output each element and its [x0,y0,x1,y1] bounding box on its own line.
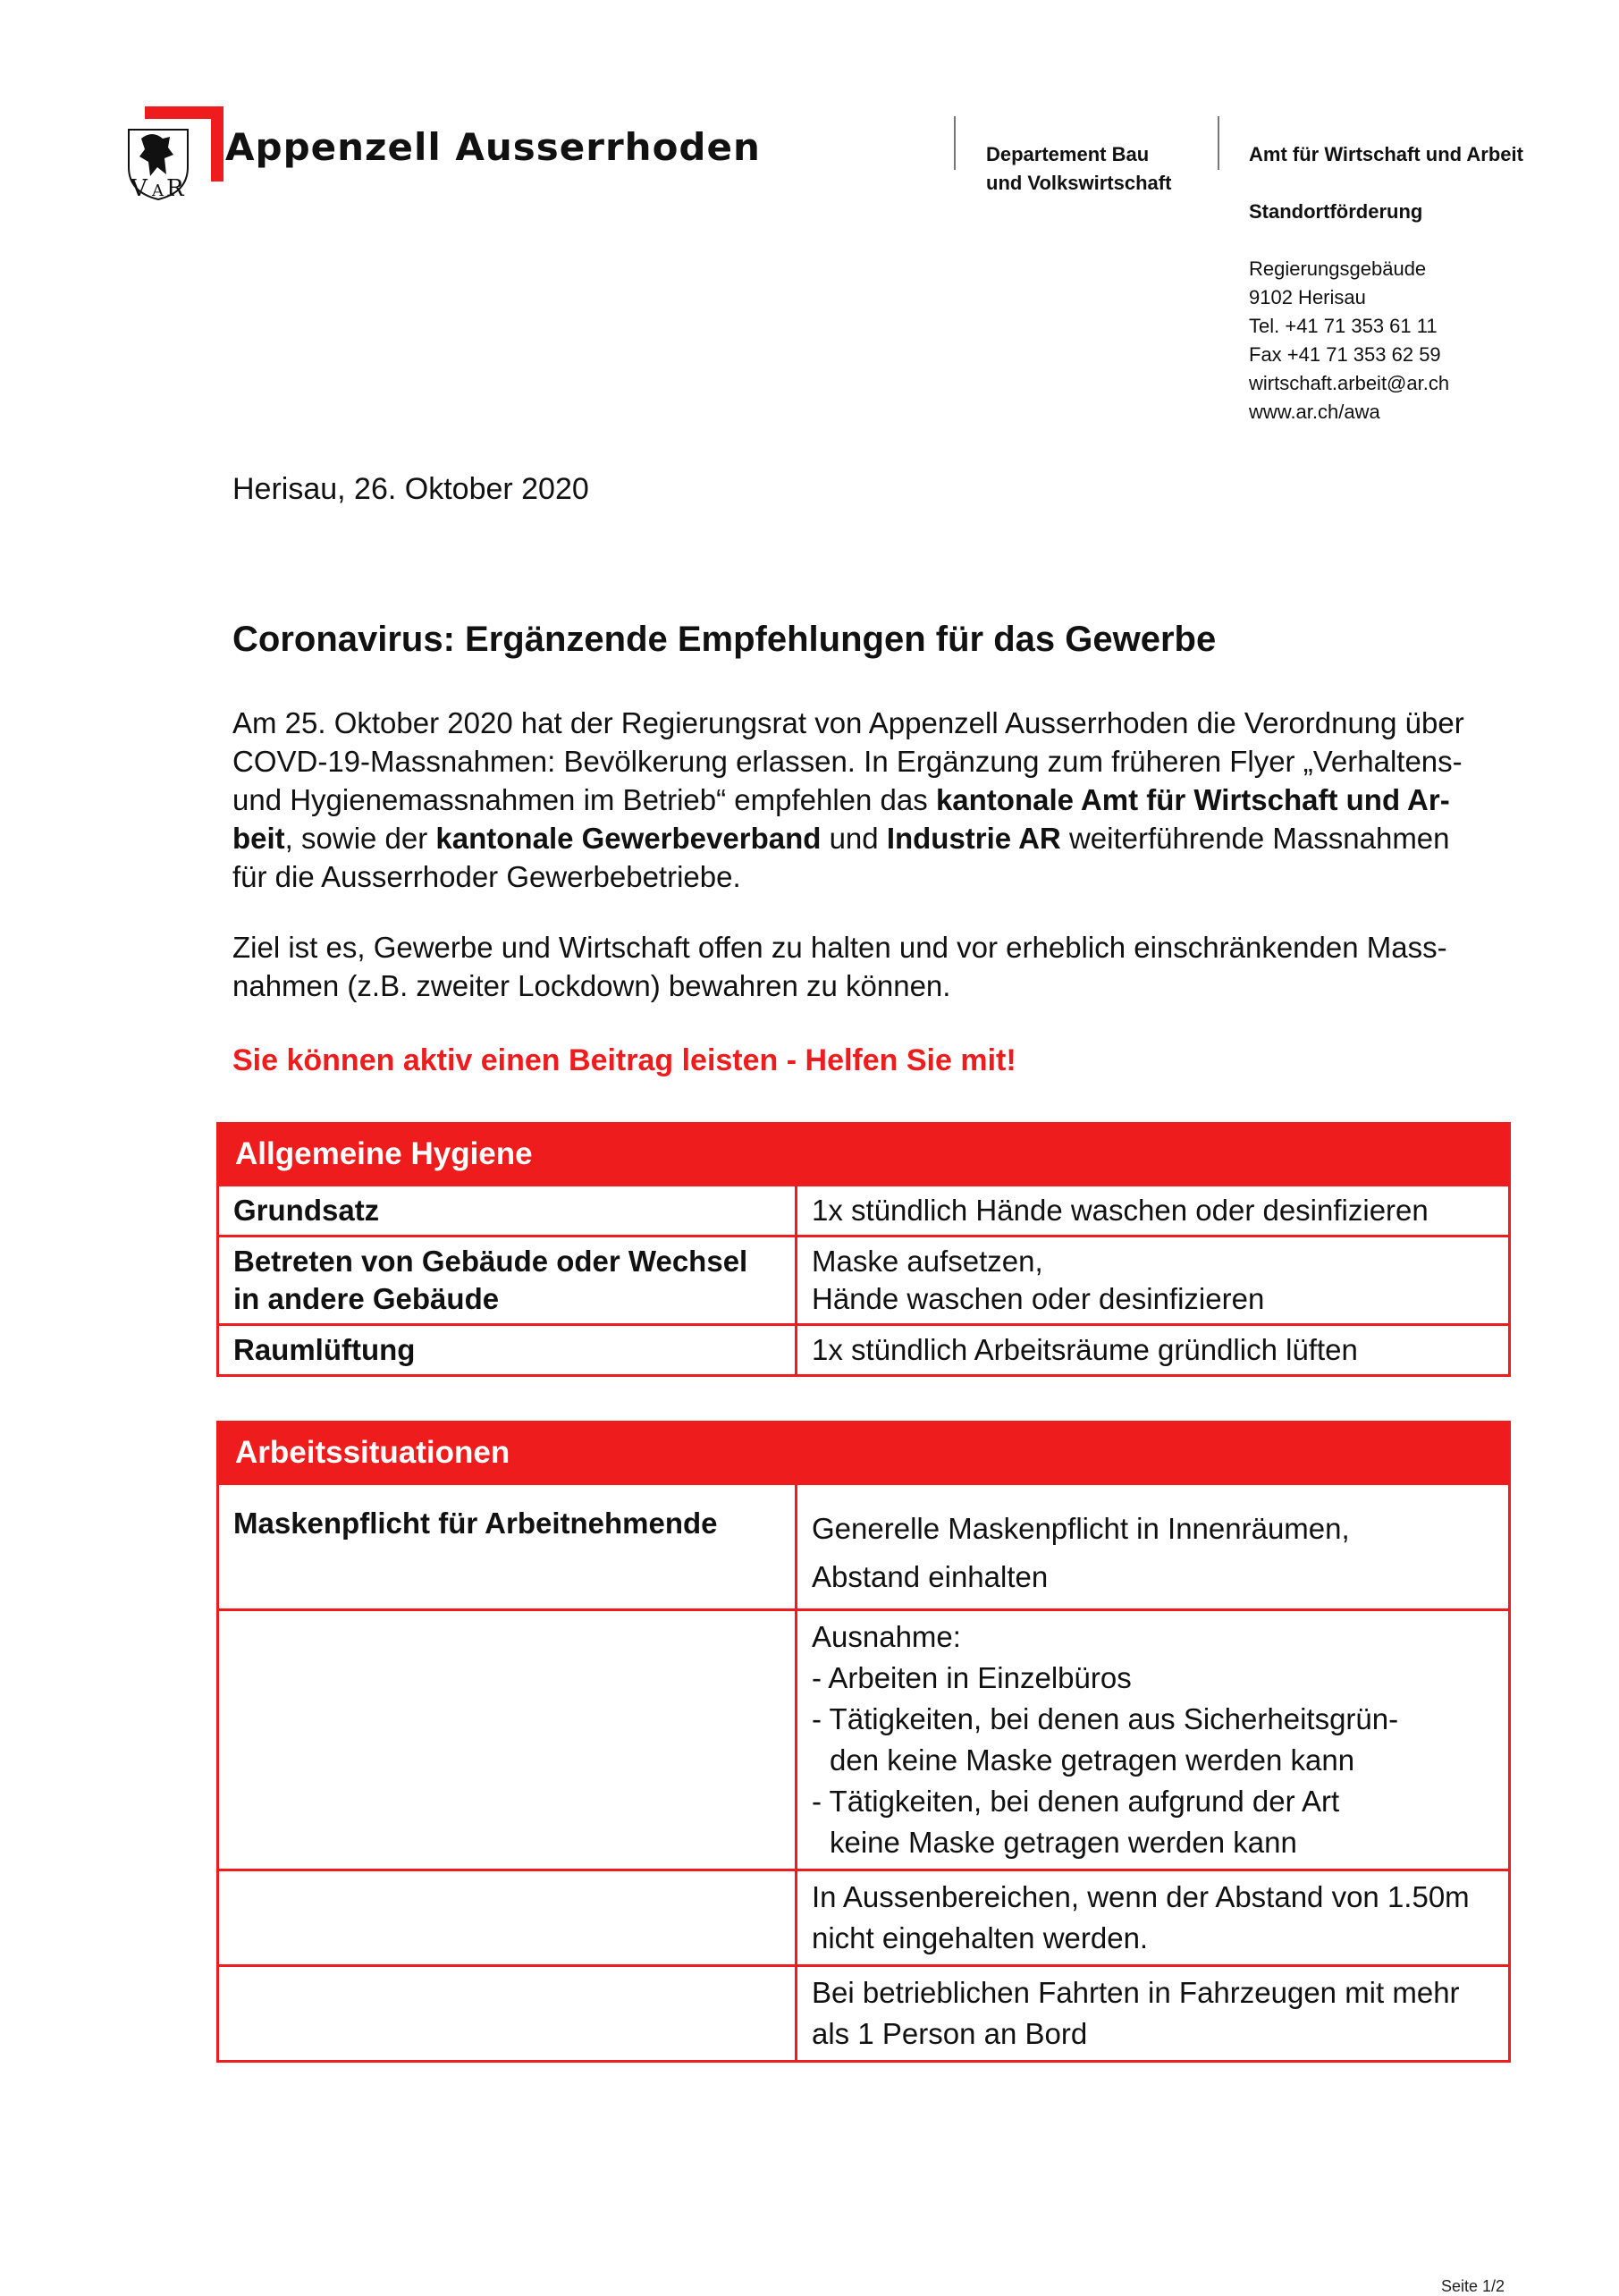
value-line: Generelle Maskenpflicht in Innenräumen, [812,1512,1350,1545]
intro-line: für die Ausserrhoder Gewerbebetriebe. [232,860,741,893]
row-key [218,1966,797,2062]
canton-coat-of-arms-logo [125,103,232,201]
goal-line: Ziel ist es, Gewerbe und Wirtschaft offen zu halten und vor erheblich einschränkenden Mass- [232,931,1447,964]
intro-text: und [821,822,887,855]
value-line: den keine Maske getragen werden kann [830,1743,1355,1777]
row-value [797,1237,1510,1325]
department-block [986,140,1171,198]
website-link[interactable]: www.ar.ch/awa [1249,401,1380,423]
logo-letter-a: A [152,181,164,200]
department-line: und Volkswirtschaft [986,172,1172,194]
row-key [218,1870,797,1966]
intro-bold-text: Industrie AR [886,822,1061,855]
table-row [218,1237,1510,1325]
goal-line: nahmen (z.B. zweiter Lockdown) bewahren zu können. [232,969,951,1002]
row-key: Grundsatz [218,1186,797,1237]
call-to-action: Sie können aktiv einen Beitrag leisten - Helfen Sie mit! [232,1043,1016,1077]
intro-paragraph [232,704,1475,896]
intro-text: , sowie der [284,822,436,855]
row-value [797,1610,1510,1870]
header-divider [1218,116,1219,170]
page-number: Seite 1/2 [1441,2277,1505,2295]
intro-text: weiterführende Massnahmen [1060,822,1450,855]
department-line: Departement Bau [986,143,1150,165]
office-unit: Standortförderung [1249,200,1423,223]
office-block [1249,140,1523,426]
intro-line [232,819,1475,857]
address-line: 9102 Herisau [1249,286,1366,308]
row-value [797,1484,1510,1610]
intro-line [232,781,1475,819]
value-line: - Tätigkeiten, bei denen aufgrund der Art [812,1785,1340,1818]
hygiene-table [216,1122,1511,1377]
intro-line: Am 25. Oktober 2020 hat der Regierungsrat von Appenzell Ausserrhoden die Verordnung über [232,706,1464,739]
document-title: Coronavirus: Ergänzende Empfehlungen für das Gewerbe [232,620,1217,659]
row-value [797,1870,1510,1966]
value-line: In Aussenbereichen, wenn der Abstand von 1.50m [812,1880,1470,1913]
intro-text: und Hygienemassnahmen im Betrieb“ empfehlen das [232,783,936,816]
value-line: Ausnahme: [812,1620,961,1653]
table-row [218,1610,1510,1870]
row-key: Raumlüftung [218,1325,797,1376]
key-line: Betreten von Gebäude oder Wechsel [233,1245,748,1278]
table-row [218,1186,1510,1237]
table-row [218,1484,1510,1610]
work-situations-table [216,1421,1511,2063]
table-row [218,1325,1510,1376]
phone-number: Tel. +41 71 353 61 11 [1249,315,1438,337]
value-line: Maske aufsetzen, [812,1245,1043,1278]
intro-bold-text: kantonale Amt für Wirtschaft und Ar- [935,783,1450,816]
office-name: Amt für Wirtschaft und Arbeit [1249,143,1523,165]
value-line: 1x stündlich Hände waschen oder desinfizieren [812,1194,1429,1227]
row-key [218,1610,797,1870]
value-line: keine Maske getragen werden kann [830,1826,1297,1859]
logo-letter-r: R [166,175,184,201]
intro-line: COVD-19-Massnahmen: Bevölkerung erlassen. In Ergänzung zum früheren Flyer „Verhaltens- [232,745,1463,778]
row-value [797,1325,1510,1376]
header-divider [954,116,956,170]
row-value [797,1966,1510,2062]
intro-bold-text: beit [232,822,285,855]
key-line: in andere Gebäude [233,1282,500,1315]
row-key: Maskenpflicht für Arbeitnehmende [218,1484,797,1610]
brand-name: Appenzell Ausserrhoden [225,125,761,169]
address-line: Regierungsgebäude [1249,257,1427,280]
table-row [218,1870,1510,1966]
value-line: - Arbeiten in Einzelbüros [812,1661,1132,1694]
work-table-heading: Arbeitssituationen [218,1422,1510,1484]
letter-date: Herisau, 26. Oktober 2020 [232,472,589,506]
intro-bold-text: kantonale Gewerbeverband [435,822,822,855]
table-row [218,1966,1510,2062]
hygiene-table-heading: Allgemeine Hygiene [218,1124,1510,1186]
email-link[interactable]: wirtschaft.arbeit@ar.ch [1249,372,1450,394]
row-key [218,1237,797,1325]
goal-paragraph [232,928,1475,1005]
value-line: als 1 Person an Bord [812,2017,1088,2050]
value-line: Abstand einhalten [812,1560,1049,1593]
logo-letter-v: V [131,175,148,201]
value-line: 1x stündlich Arbeitsräume gründlich lüften [812,1333,1358,1366]
fax-number: Fax +41 71 353 62 59 [1249,343,1441,366]
value-line: nicht eingehalten werden. [812,1921,1149,1954]
value-line: - Tätigkeiten, bei denen aus Sicherheitsgrün- [812,1702,1399,1735]
value-line: Bei betrieblichen Fahrten in Fahrzeugen mit mehr [812,1976,1460,2009]
row-value [797,1186,1510,1237]
value-line: Hände waschen oder desinfizieren [812,1282,1265,1315]
